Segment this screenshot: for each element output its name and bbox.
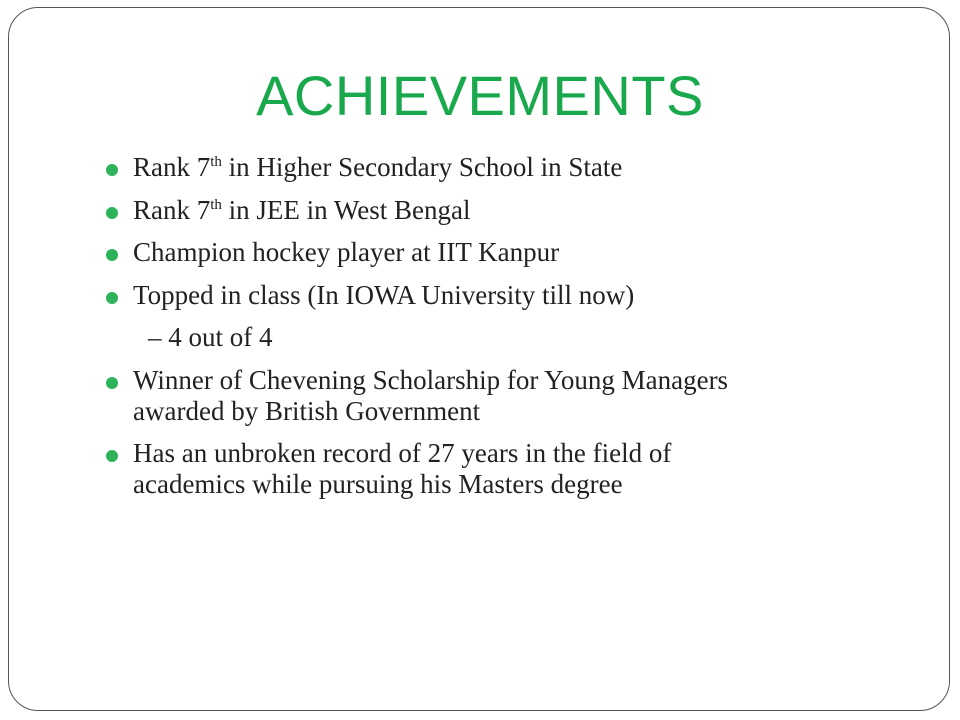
bullet-item-topped-class: [0, 280, 960, 311]
bullet-text: Rank 7: [133, 194, 211, 225]
bullet-dot-icon: [106, 377, 118, 389]
bullet-dot-icon: [106, 292, 118, 304]
bullet-item-hockey: [0, 237, 960, 268]
bullet-text-line-2: awarded by British Government: [133, 395, 481, 426]
bullet-item-rank-hsc: [0, 152, 960, 183]
bullet-dot-icon: [106, 164, 118, 176]
bullet-dot-icon: [106, 207, 118, 219]
bullet-item-rank-jee: [0, 195, 960, 226]
bullet-text: in Higher Secondary School in State: [221, 152, 623, 182]
bullet-text-line-1: Has an unbroken record of 27 years in the field of: [133, 438, 672, 468]
bullet-text: Champion hockey player at IIT Kanpur: [133, 237, 560, 267]
superscript: th: [210, 196, 222, 213]
bullet-text: Rank 7: [133, 152, 211, 182]
bullet-text-line-1: Winner of Chevening Scholarship for Young Managers: [133, 364, 729, 395]
bullet-text-line-2: academics while pursuing his Masters degree: [133, 469, 623, 499]
bullet-text: Topped in class (In IOWA University till now): [133, 279, 635, 310]
bullet-item-chevening: [0, 365, 960, 427]
sub-bullet-item-gpa: [0, 322, 960, 353]
bullet-item-record: [0, 438, 960, 500]
bullet-text: in JEE in West Bengal: [221, 194, 471, 225]
bullet-list: [0, 152, 960, 512]
bullet-dot-icon: [106, 450, 118, 462]
slide-title: ACHIEVEMENTS: [256, 64, 704, 127]
sub-bullet-text: – 4 out of 4: [148, 322, 273, 352]
bullet-dot-icon: [106, 249, 118, 261]
superscript: th: [210, 154, 222, 170]
